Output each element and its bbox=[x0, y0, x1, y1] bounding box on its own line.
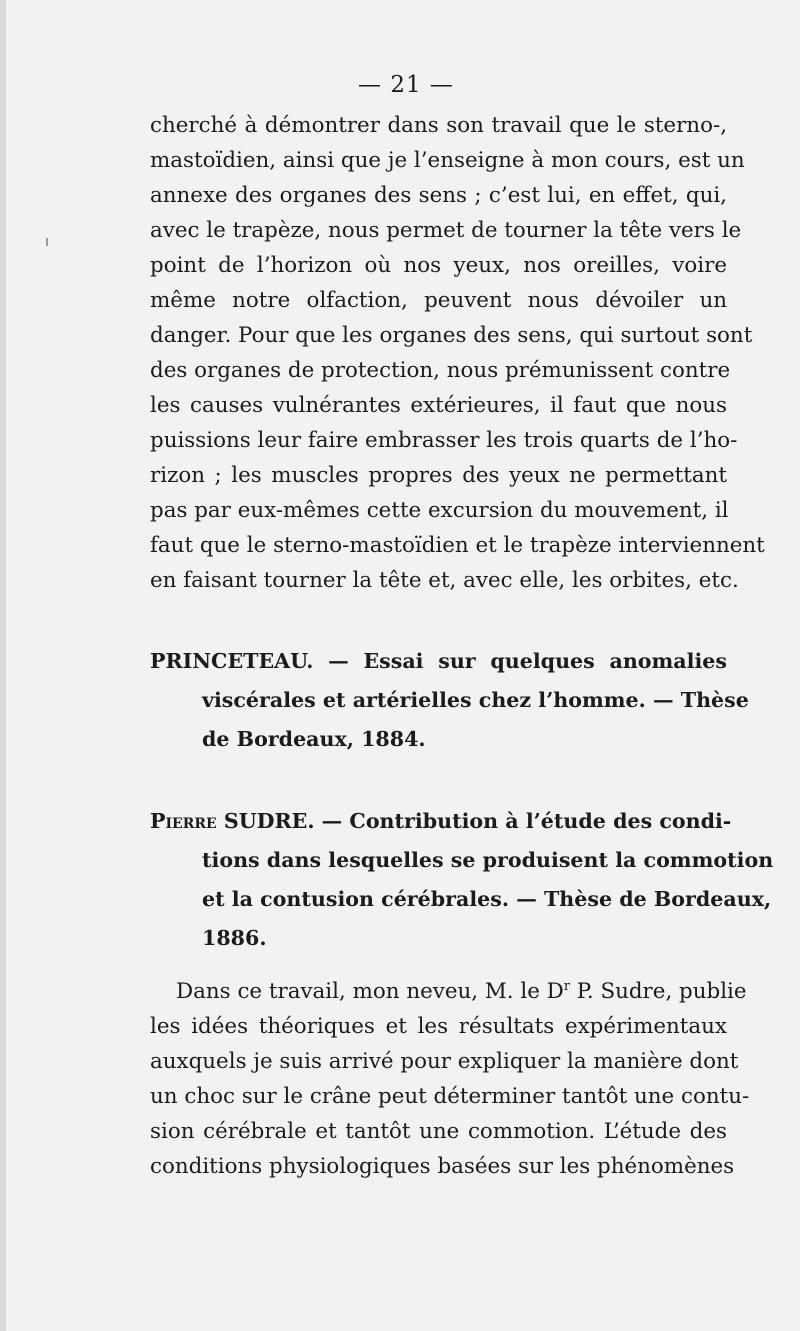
entry-line bbox=[150, 642, 727, 681]
entry-line: tions dans lesquelles se produisent la commotion bbox=[202, 848, 774, 872]
intro-paragraph bbox=[150, 108, 765, 598]
text-line bbox=[150, 974, 747, 1009]
text-line: les causes vulnérantes extérieures, il faut que nous bbox=[150, 393, 727, 418]
text-line: point de l’horizon où nos yeux, nos oreilles, voire bbox=[150, 253, 727, 278]
text-line: rizon ; les muscles propres des yeux ne permettant bbox=[150, 463, 727, 488]
text-line: puissions leur faire embrasser les trois quarts de l’ho- bbox=[150, 428, 738, 453]
page-number: — 21 — bbox=[358, 72, 454, 98]
entry-line: et la contusion cérébrales. — Thèse de Bordeaux, bbox=[202, 887, 772, 911]
bibliography-entry-sudre bbox=[150, 802, 774, 958]
closing-paragraph bbox=[150, 974, 750, 1184]
paragraph bbox=[150, 108, 765, 598]
text-line: même notre olfaction, peuvent nous dévoiler un bbox=[150, 288, 727, 313]
bibliography-entry-princeteau bbox=[150, 642, 749, 759]
text-line: annexe des organes des sens ; c’est lui, en effet, qui, bbox=[150, 183, 727, 208]
entry-line: 1886. bbox=[202, 926, 267, 950]
text-line: danger. Pour que les organes des sens, qui surtout sont bbox=[150, 323, 753, 348]
entry-author: PRINCETEAU. bbox=[150, 649, 314, 673]
entry-author-last-name: SUDRE. bbox=[223, 809, 315, 833]
text-line: auxquels je suis arrivé pour expliquer la manière dont bbox=[150, 1049, 739, 1074]
entry-title-start: — Contribution à l’étude des condi- bbox=[321, 809, 732, 833]
line-segment: Dans ce travail, mon neveu, M. le D bbox=[176, 979, 564, 1004]
margin-speck bbox=[46, 238, 48, 246]
entry-line bbox=[150, 802, 732, 841]
text-line: conditions physiologiques basées sur les phénomènes bbox=[150, 1154, 735, 1179]
line-segment: P. Sudre, publie bbox=[569, 979, 747, 1004]
text-line: les idées théoriques et les résultats expérimentaux bbox=[150, 1014, 727, 1039]
text-line: avec le trapèze, nous permet de tourner la tête vers le bbox=[150, 218, 742, 243]
text-line: en faisant tourner la tête et, avec elle, les orbites, etc. bbox=[150, 568, 739, 593]
text-line: un choc sur le crâne peut déterminer tantôt une contu- bbox=[150, 1084, 750, 1109]
text-line: pas par eux-mêmes cette excursion du mouvement, il bbox=[150, 498, 729, 523]
text-line: mastoïdien, ainsi que je l’enseigne à mon cours, est un bbox=[150, 148, 745, 173]
text-line: sion cérébrale et tantôt une commotion. L’étude des bbox=[150, 1119, 727, 1144]
entry-line: de Bordeaux, 1884. bbox=[202, 727, 426, 751]
paragraph bbox=[150, 974, 750, 1184]
superscript-r: r bbox=[563, 978, 570, 994]
text-line: cherché à démontrer dans son travail que le sterno-, bbox=[150, 113, 727, 138]
entry-line: viscérales et artérielles chez l’homme. — Thèse bbox=[202, 688, 749, 712]
entry-title-start: — Essai sur quelques anomalies bbox=[328, 649, 727, 673]
text-line: des organes de protection, nous prémunissent contre bbox=[150, 358, 731, 383]
entry-author-first-name: Pierre bbox=[150, 809, 217, 833]
text-line: faut que le sterno-mastoïdien et le trapèze interviennent bbox=[150, 533, 765, 558]
